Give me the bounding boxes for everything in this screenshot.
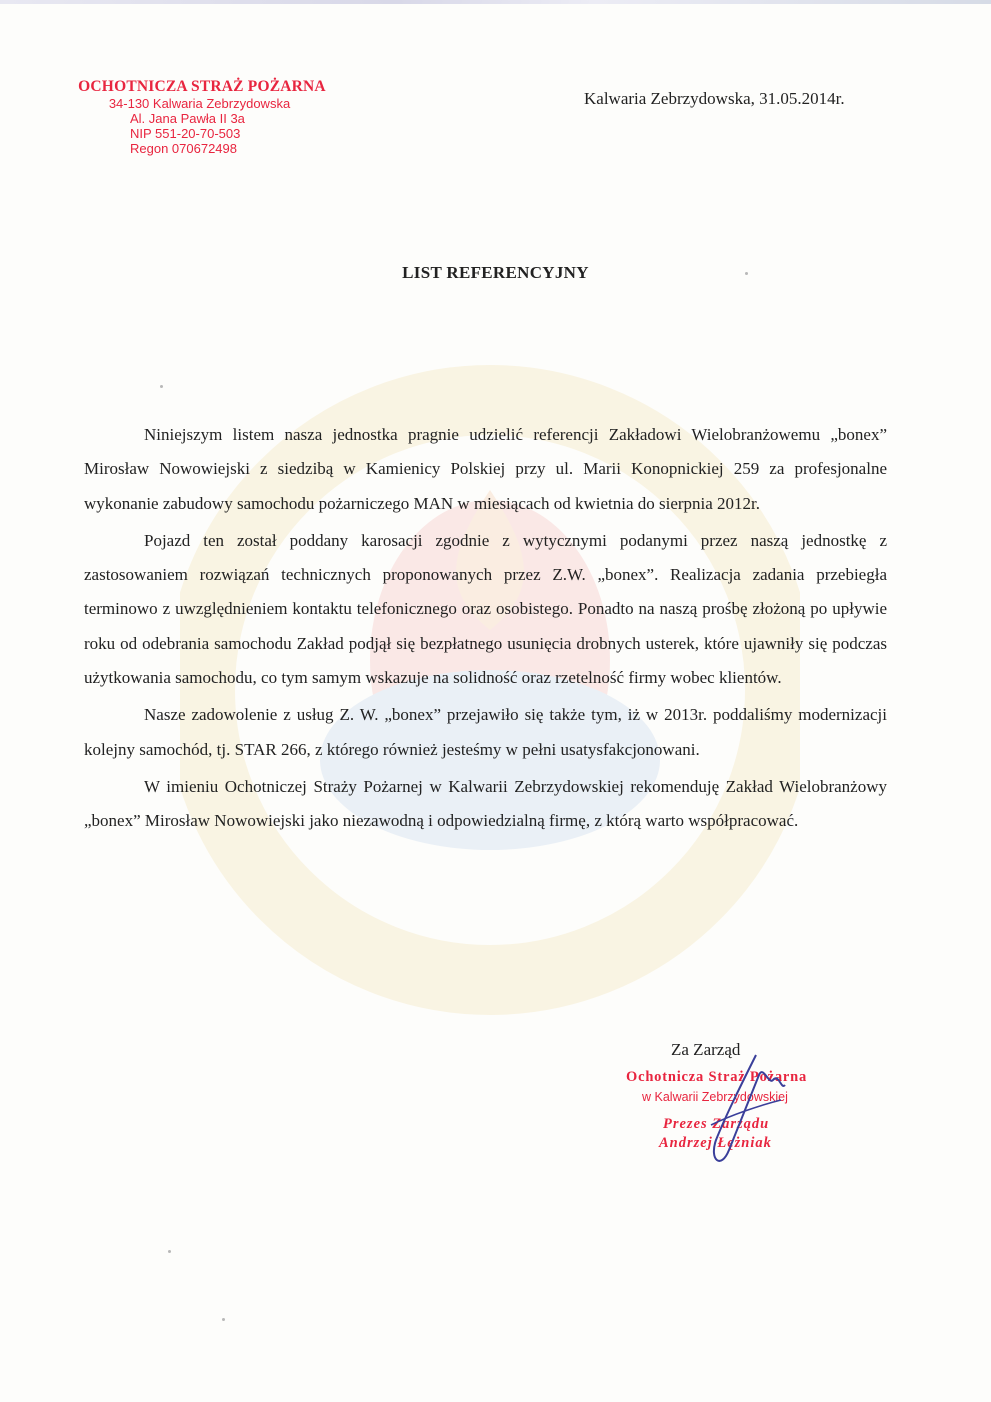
date-line: Kalwaria Zebrzydowska, 31.05.2014r. (584, 89, 845, 108)
letter-body (84, 418, 887, 839)
letterhead-stamp (74, 78, 330, 156)
paragraph: Niniejszym listem nasza jednostka pragnie udzielić referencji Zakładowi Wielobranżowemu „bonex” Mirosław Nowowiejski z siedzibą w Kamienicy Polskiej przy ul. Marii Konopnickiej 259 za profesjonalne wykonanie zabudowy samochodu pożarniczego MAN w miesiącach od kwietnia do sierpnia 2012r. (84, 425, 887, 513)
signature-stamp-role: Prezes Zarządu (663, 1116, 770, 1132)
signature-stamp-name: Andrzej Łężniak (659, 1135, 772, 1151)
scan-edge (0, 0, 991, 4)
nip-number: NIP 551-20-70-503 (130, 126, 241, 141)
scan-speck (745, 272, 748, 275)
closing-text: Za Zarząd (671, 1040, 741, 1059)
document-title: LIST REFERENCYJNY (402, 263, 589, 282)
paragraph: Nasze zadowolenie z usług Z. W. „bonex” przejawiło się także tym, iż w 2013r. poddaliśmy modernizacji kolejny samochód, tj. STAR 266, z którego również jesteśmy w pełni usatysfakcjonowani. (84, 705, 887, 759)
signature-stamp-location: w Kalwarii Zebrzydowskiej (642, 1090, 788, 1104)
scan-speck (168, 1250, 171, 1253)
handwritten-signature (681, 1045, 791, 1175)
street-address: Al. Jana Pawła II 3a (130, 111, 245, 126)
paragraph: W imieniu Ochotniczej Straży Pożarnej w Kalwarii Zebrzydowskiej rekomenduję Zakład Wielobranżowy „bonex” Mirosław Nowowiejski jako niezawodną i odpowiedzialną firmę, z którą warto współpracować. (84, 776, 887, 831)
paragraph: Pojazd ten został poddany karosacji zgodnie z wytycznymi podanymi przez naszą jednostkę z zastosowaniem rozwiązań technicznych proponowanych przez Z.W. „bonex”. Realizacja zadania przebiegła terminowo z uwzględnieniem kontaktu telefonicznego oraz osobistego. Ponadto na naszą prośbę złożoną po upływie roku od odebrania samochodu Zakład podjął się bezpłatnego usunięcia drobnych usterek, które ujawniły się podczas użytkowania samochodu, co tym samym wskazuje na solidność oraz rzetelność firmy wobec klientów. (84, 530, 887, 688)
scan-speck (160, 385, 163, 388)
postal-address: 34-130 Kalwaria Zebrzydowska (108, 96, 291, 111)
scan-speck (222, 1318, 225, 1321)
signature-stamp-org: Ochotnicza Straż Pożarna (626, 1069, 808, 1085)
organization-name: OCHOTNICZA STRAŻ POŻARNA (78, 78, 326, 95)
regon-number: Regon 070672498 (130, 141, 237, 156)
